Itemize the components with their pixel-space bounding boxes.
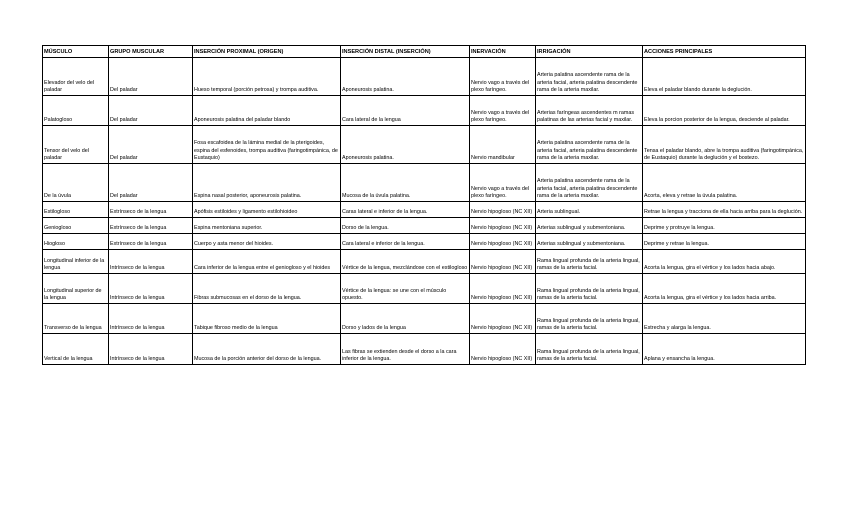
cell-irrigacion: Arteria palatina ascendente rama de la arteria facial, arteria palatina descendente rama de la arteria maxilar. <box>536 126 643 164</box>
cell-musculo: Hiogloso <box>43 234 109 250</box>
header-insercion: INSERCIÓN DISTAL (INSERCIÓN) <box>341 46 470 58</box>
cell-grupo: Extrínseco de la lengua <box>109 234 193 250</box>
cell-acciones: Acorta la lengua, gira el vértice y los lados hacia arriba. <box>643 274 806 304</box>
cell-grupo: Del paladar <box>109 126 193 164</box>
table-header <box>43 46 806 58</box>
cell-irrigacion: Rama lingual profunda de la arteria lingual, ramas de la arteria facial. <box>536 334 643 365</box>
table-row <box>43 58 806 96</box>
cell-acciones: Deprime y retrae la lengua. <box>643 234 806 250</box>
cell-insercion: Vértice de la lengua: se une con el músculo opuesto. <box>341 274 470 304</box>
cell-inervacion: Nervio hipogloso (NC XII) <box>470 274 536 304</box>
cell-musculo: Tensor del velo del paladar <box>43 126 109 164</box>
cell-insercion: Caras lateral e inferior de la lengua. <box>341 202 470 218</box>
header-inervacion: INERVACIÓN <box>470 46 536 58</box>
cell-insercion: Las fibras se extienden desde el dorso a la cara inferior de la lengua. <box>341 334 470 365</box>
header-musculo: MÚSCULO <box>43 46 109 58</box>
cell-acciones: Acorta la lengua, gira el vértice y los lados hacia abajo. <box>643 250 806 274</box>
cell-musculo: Longitudinal inferior de la lengua <box>43 250 109 274</box>
cell-origen: Apófisis estiloides y ligamento estilohioideo <box>193 202 341 218</box>
table-row <box>43 250 806 274</box>
cell-acciones: Tensa el paladar blando, abre la trompa auditiva (faringotimpánica, de Eustaquio) durante la deglución y el bostezo. <box>643 126 806 164</box>
cell-insercion: Vértice de la lengua, mezclándose con el estilogloso <box>341 250 470 274</box>
cell-insercion: Mucosa de la úvula palatina. <box>341 164 470 202</box>
cell-insercion: Dorso y lados de la lengua <box>341 304 470 334</box>
cell-irrigacion: Arterias sublingual y submentoniana. <box>536 218 643 234</box>
cell-origen: Hueso temporal (porción petrosa) y trompa auditiva. <box>193 58 341 96</box>
cell-origen: Fosa escafoidea de la lámina medial de la pterigoides, espina del esfenoides, trompa auditiva (faringotimpánica, de Eustaquio) <box>193 126 341 164</box>
table-row <box>43 126 806 164</box>
cell-insercion: Aponeurosis palatina. <box>341 126 470 164</box>
cell-inervacion: Nervio hipogloso (NC XII) <box>470 202 536 218</box>
cell-irrigacion: Rama lingual profunda de la arteria lingual, ramas de la arteria facial. <box>536 304 643 334</box>
cell-acciones: Deprime y protruye la lengua. <box>643 218 806 234</box>
cell-musculo: Estilogloso <box>43 202 109 218</box>
cell-musculo: Longitudinal superior de la lengua <box>43 274 109 304</box>
cell-grupo: Del paladar <box>109 96 193 126</box>
cell-origen: Mucosa de la porción anterior del dorso de la lengua. <box>193 334 341 365</box>
cell-grupo: Extrínseco de la lengua <box>109 202 193 218</box>
cell-inervacion: Nervio hipogloso (NC XII) <box>470 250 536 274</box>
cell-origen: Cuerpo y asta menor del hioides. <box>193 234 341 250</box>
cell-grupo: Intrínseco de la lengua <box>109 250 193 274</box>
cell-musculo: De la úvula <box>43 164 109 202</box>
muscle-table <box>42 45 806 365</box>
table-row <box>43 274 806 304</box>
cell-origen: Espina mentoniana superior. <box>193 218 341 234</box>
cell-acciones: Retrae la lengua y tracciona de ella hacia arriba para la deglución. <box>643 202 806 218</box>
cell-inervacion: Nervio hipogloso (NC XII) <box>470 234 536 250</box>
cell-grupo: Intrínseco de la lengua <box>109 304 193 334</box>
cell-acciones: Acorta, eleva y retrae la úvula palatina. <box>643 164 806 202</box>
table-body <box>43 58 806 365</box>
cell-acciones: Estrecha y alarga la lengua. <box>643 304 806 334</box>
cell-origen: Fibras submucosas en el dorso de la lengua. <box>193 274 341 304</box>
table-row <box>43 218 806 234</box>
cell-inervacion: Nervio hipogloso (NC XII) <box>470 304 536 334</box>
cell-musculo: Transverso de la lengua <box>43 304 109 334</box>
cell-musculo: Palatogloso <box>43 96 109 126</box>
cell-insercion: Cara lateral de la lengua <box>341 96 470 126</box>
cell-irrigacion: Arterias sublingual y submentoniana. <box>536 234 643 250</box>
cell-grupo: Intrínseco de la lengua <box>109 334 193 365</box>
header-row <box>43 46 806 58</box>
cell-acciones: Eleva el paladar blando durante la deglución. <box>643 58 806 96</box>
cell-grupo: Del paladar <box>109 58 193 96</box>
cell-musculo: Geniogloso <box>43 218 109 234</box>
cell-grupo: Extrínseco de la lengua <box>109 218 193 234</box>
table-row <box>43 304 806 334</box>
header-origen: INSERCIÓN PROXIMAL (ORIGEN) <box>193 46 341 58</box>
table-row <box>43 164 806 202</box>
cell-inervacion: Nervio hipogloso (NC XII) <box>470 218 536 234</box>
cell-inervacion: Nervio mandibular <box>470 126 536 164</box>
cell-irrigacion: Arteria palatina ascendente rama de la arteria facial, arteria palatina descendente rama de la arteria maxilar. <box>536 164 643 202</box>
cell-origen: Cara inferior de la lengua entre el geniogloso y el hioides <box>193 250 341 274</box>
cell-origen: Aponeurosis palatina del paladar blando <box>193 96 341 126</box>
cell-inervacion: Nervio vago a través del plexo faríngeo. <box>470 96 536 126</box>
cell-origen: Tabique fibroso medio de la lengua <box>193 304 341 334</box>
cell-irrigacion: Arteria palatina ascendente rama de la arteria facial, arteria palatina descendente rama de la arteria maxilar. <box>536 58 643 96</box>
cell-insercion: Aponeurosis palatina. <box>341 58 470 96</box>
header-irrigacion: IRRIGACIÓN <box>536 46 643 58</box>
cell-irrigacion: Rama lingual profunda de la arteria lingual, ramas de la arteria facial. <box>536 274 643 304</box>
cell-inervacion: Nervio vago a través del plexo faríngeo. <box>470 164 536 202</box>
cell-irrigacion: Arteria sublingual. <box>536 202 643 218</box>
cell-grupo: Intrínseco de la lengua <box>109 274 193 304</box>
cell-irrigacion: Rama lingual profunda de la arteria lingual, ramas de la arteria facial. <box>536 250 643 274</box>
cell-inervacion: Nervio hipogloso (NC XII) <box>470 334 536 365</box>
cell-musculo: Elevador del velo del paladar <box>43 58 109 96</box>
cell-irrigacion: Arterias faríngeas ascendentes m ramas palatinas de las arterias facial y maxilar. <box>536 96 643 126</box>
cell-insercion: Dorso de la lengua. <box>341 218 470 234</box>
table-row <box>43 334 806 365</box>
cell-acciones: Aplana y ensancha la lengua. <box>643 334 806 365</box>
table-row <box>43 96 806 126</box>
cell-inervacion: Nervio vago a través del plexo faríngeo. <box>470 58 536 96</box>
cell-grupo: Del paladar <box>109 164 193 202</box>
cell-insercion: Cara lateral e inferior de la lengua. <box>341 234 470 250</box>
header-acciones: ACCIONES PRINCIPALES <box>643 46 806 58</box>
cell-acciones: Eleva la porcion posterior de la lengua, desciende al paladar. <box>643 96 806 126</box>
cell-origen: Espina nasal posterior, aponeurosis palatina. <box>193 164 341 202</box>
table-row <box>43 202 806 218</box>
header-grupo: GRUPO MUSCULAR <box>109 46 193 58</box>
table-row <box>43 234 806 250</box>
cell-musculo: Vertical de la lengua <box>43 334 109 365</box>
